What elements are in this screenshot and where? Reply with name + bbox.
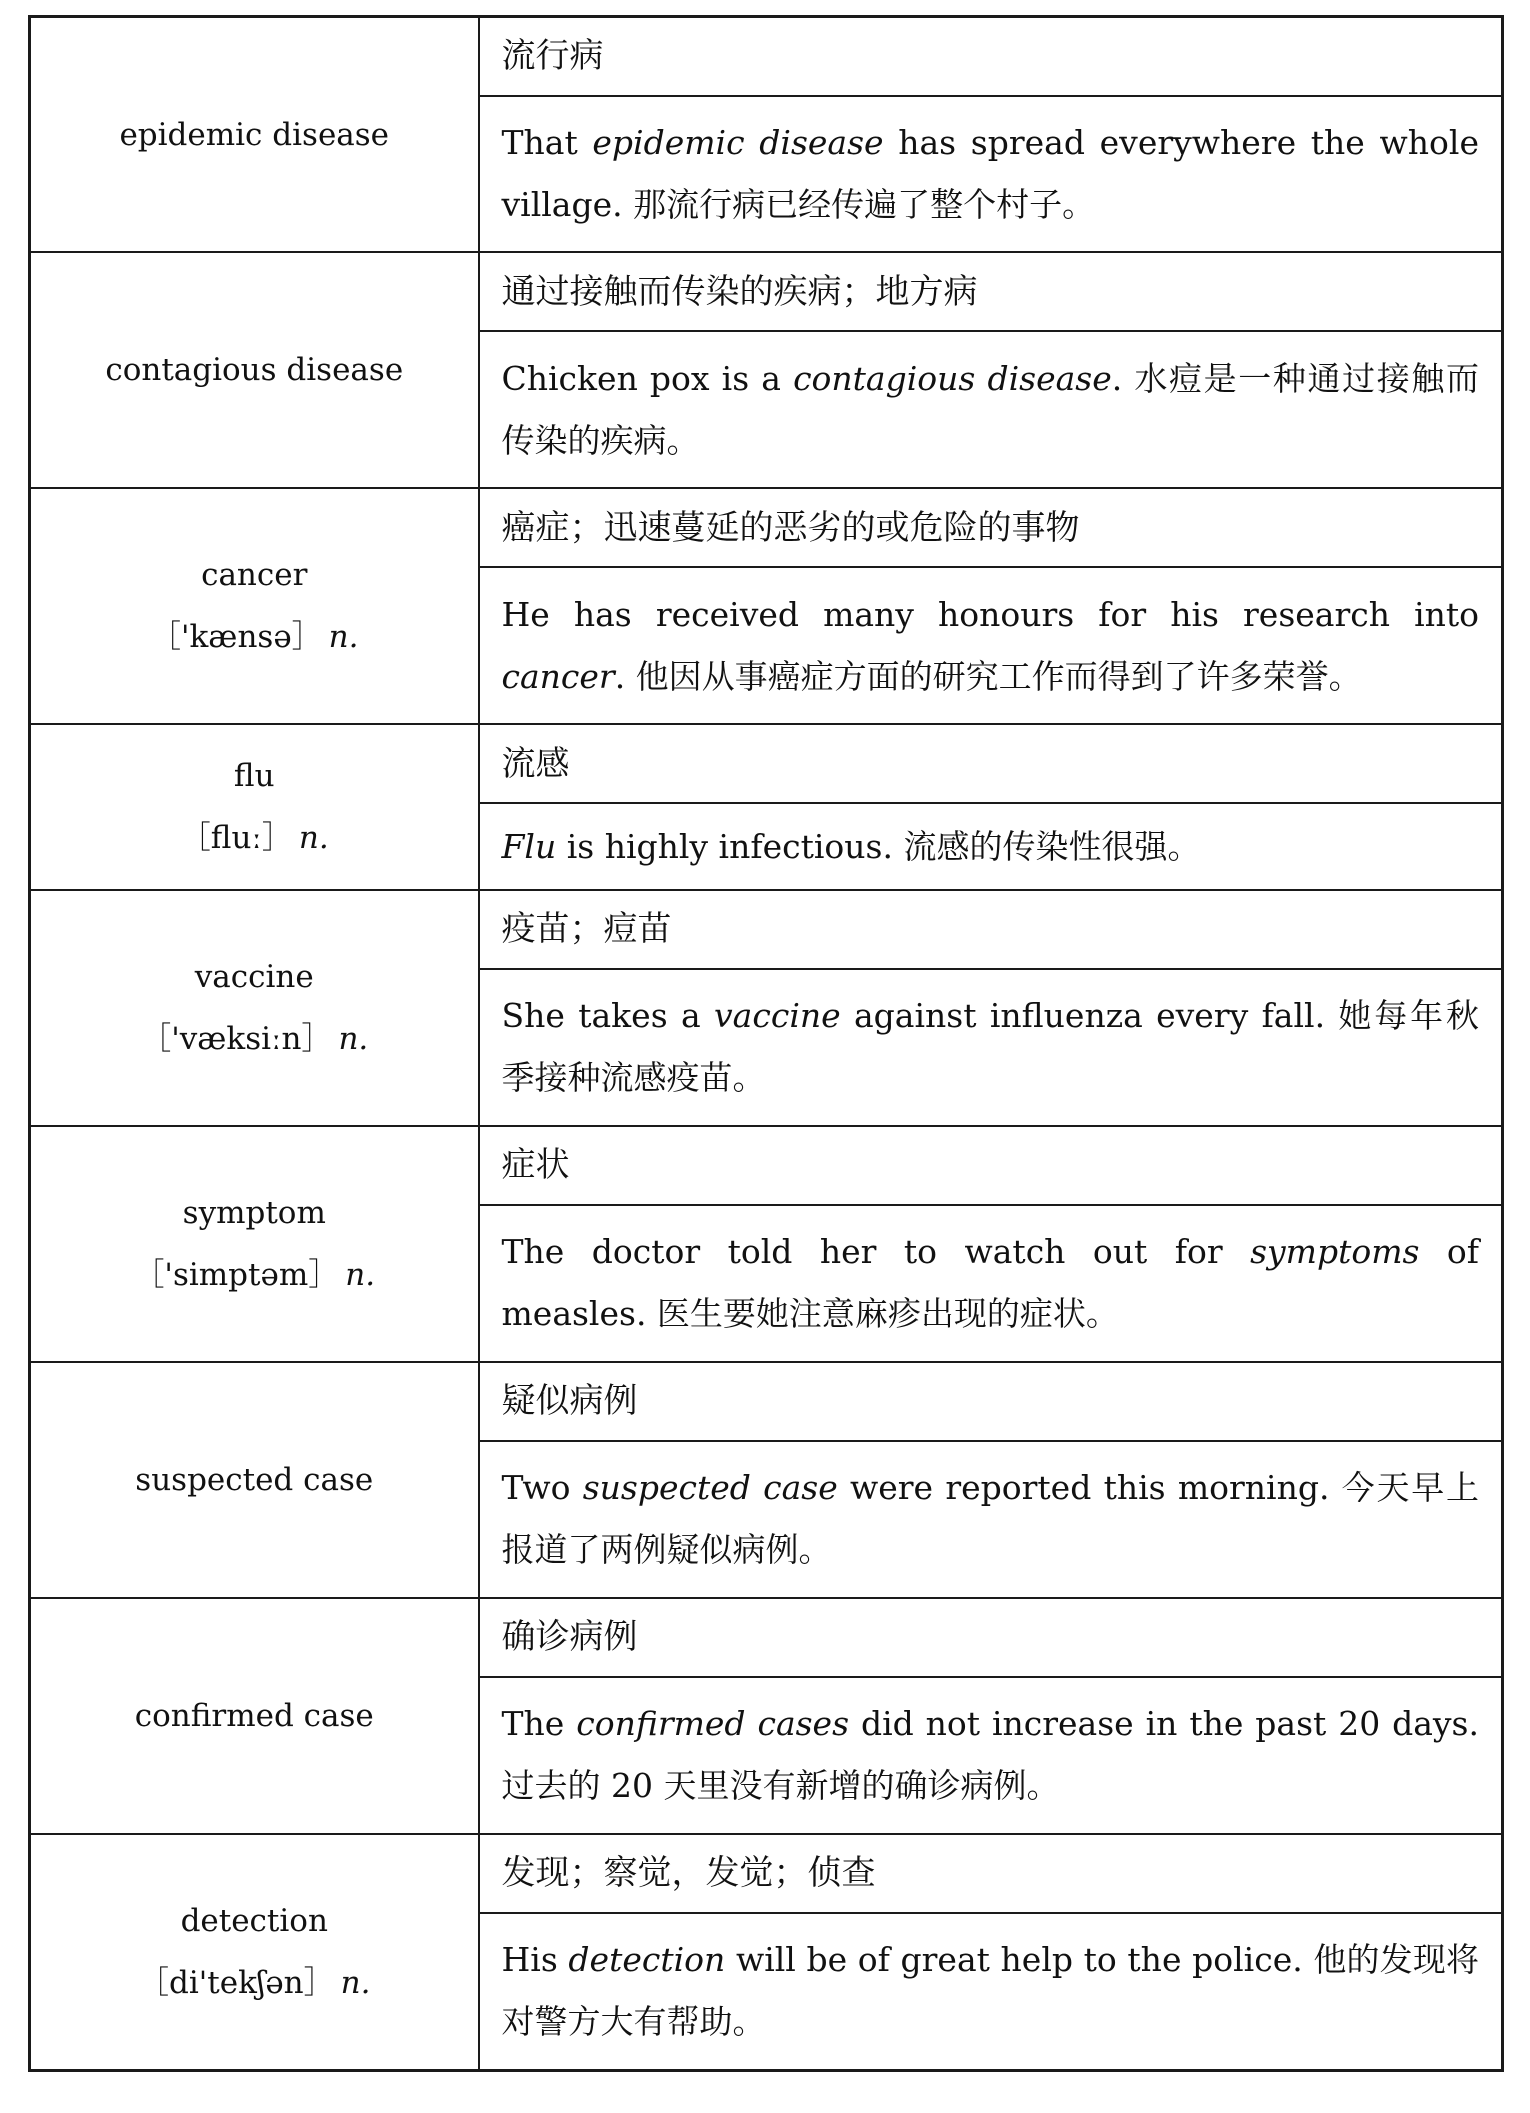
example-text-before: The doctor told her to watch out for	[501, 1232, 1251, 1272]
example-text-after: . 水痘是一种通过接触而传染的疾病。	[501, 358, 1480, 460]
term-cell	[30, 724, 479, 889]
meaning-cell: 流行病	[479, 17, 1503, 96]
term-cell	[30, 890, 479, 1126]
example-text-after: will be of great help to the police. 他的发现将对警方大有帮助。	[501, 1940, 1479, 2042]
term-word: flu	[233, 758, 275, 795]
example-cell	[479, 1205, 1503, 1362]
example-cell	[479, 969, 1503, 1126]
example-text-after: against influenza every fall. 她每年秋季接种流感疫苗。	[501, 996, 1480, 1098]
entry-meaning-row	[30, 1362, 1503, 1441]
term-pronunciation-line	[41, 807, 468, 869]
example-cell	[479, 331, 1503, 488]
meaning-cell: 确诊病例	[479, 1598, 1503, 1677]
term-word: contagious disease	[105, 352, 404, 389]
entry-meaning-row	[30, 1126, 1503, 1205]
term-pronunciation: ［'kænsə］	[150, 619, 323, 656]
entry-meaning-row	[30, 1598, 1503, 1677]
example-text-before: That	[501, 122, 593, 162]
term-part-of-speech: n.	[338, 1020, 369, 1057]
term-pronunciation-line	[41, 1008, 468, 1070]
entry-meaning-row	[30, 890, 1503, 969]
term-cell	[30, 1362, 479, 1598]
entry-meaning-row	[30, 724, 1503, 803]
example-text-after: were reported this morning. 今天早上报道了两例疑似病例。	[501, 1468, 1479, 1570]
vocabulary-table	[28, 15, 1504, 2072]
meaning-cell: 癌症；迅速蔓延的恶劣的或危险的事物	[479, 488, 1503, 567]
term-pronunciation: ［fluː］	[179, 820, 293, 857]
example-text-after: has spread everywhere the whole village. 那流行病已经传遍了整个村子。	[501, 122, 1479, 224]
vocabulary-table-body	[30, 17, 1503, 2071]
term-word: suspected case	[135, 1461, 374, 1498]
meaning-cell: 疑似病例	[479, 1362, 1503, 1441]
term-word: epidemic disease	[119, 116, 390, 153]
example-cell	[479, 1441, 1503, 1598]
term-part-of-speech: n.	[345, 1256, 376, 1293]
term-word: detection	[180, 1902, 328, 1939]
example-text-before: She takes a	[501, 996, 715, 1036]
example-cell	[479, 567, 1503, 724]
meaning-cell: 通过接触而传染的疾病；地方病	[479, 252, 1503, 331]
meaning-cell: 流感	[479, 724, 1503, 803]
term-cell	[30, 17, 479, 253]
entry-meaning-row	[30, 252, 1503, 331]
entry-meaning-row	[30, 488, 1503, 567]
example-highlighted-term: epidemic disease	[592, 122, 884, 162]
entry-meaning-row	[30, 1834, 1503, 1913]
term-part-of-speech: n.	[298, 820, 329, 857]
term-pronunciation-line	[41, 1952, 468, 2014]
term-word: cancer	[201, 557, 308, 594]
meaning-cell: 发现；察觉，发觉；侦查	[479, 1834, 1503, 1913]
term-cell	[30, 1834, 479, 2071]
example-text-before: His	[501, 1940, 569, 1980]
example-cell	[479, 803, 1503, 889]
example-highlighted-term: vaccine	[714, 996, 841, 1036]
example-highlighted-term: symptoms	[1250, 1232, 1420, 1272]
term-part-of-speech: n.	[328, 619, 359, 656]
meaning-cell: 疫苗；痘苗	[479, 890, 1503, 969]
example-text-before: Two	[501, 1468, 583, 1508]
example-highlighted-term: suspected case	[582, 1468, 838, 1508]
example-text-before: The	[501, 1704, 577, 1744]
term-cell	[30, 1126, 479, 1362]
entry-meaning-row	[30, 17, 1503, 96]
example-text-before: He has received many honours for his research into	[501, 594, 1479, 634]
term-pronunciation: ［'væksiːn］	[140, 1020, 333, 1057]
term-cell	[30, 488, 479, 724]
example-text-after: of measles. 医生要她注意麻疹出现的症状。	[501, 1232, 1479, 1334]
term-cell	[30, 1598, 479, 1834]
term-pronunciation: ［di'tekʃən］	[138, 1964, 335, 2001]
meaning-cell: 症状	[479, 1126, 1503, 1205]
example-text-before: Chicken pox is a	[501, 358, 794, 398]
term-pronunciation: ［'simptəm］	[133, 1256, 340, 1293]
example-cell	[479, 1677, 1503, 1834]
example-text-after: . 他因从事癌症方面的研究工作而得到了许多荣誉。	[614, 656, 1362, 696]
term-pronunciation-line	[41, 606, 468, 668]
term-word: confirmed case	[134, 1697, 374, 1734]
example-text-after: did not increase in the past 20 days. 过去的 20 天里没有新增的确诊病例。	[501, 1704, 1479, 1806]
example-highlighted-term: detection	[568, 1940, 726, 1980]
example-highlighted-term: Flu	[501, 826, 557, 866]
term-pronunciation-line	[41, 1244, 468, 1306]
example-cell	[479, 96, 1503, 253]
term-part-of-speech: n.	[340, 1964, 371, 2001]
example-highlighted-term: contagious disease	[793, 358, 1112, 398]
example-text-after: is highly infectious. 流感的传染性很强。	[556, 826, 1201, 866]
example-cell	[479, 1913, 1503, 2071]
term-cell	[30, 252, 479, 488]
example-highlighted-term: confirmed cases	[576, 1704, 850, 1744]
example-highlighted-term: cancer	[501, 656, 615, 696]
term-word: vaccine	[194, 958, 314, 995]
term-word: symptom	[182, 1194, 326, 1231]
